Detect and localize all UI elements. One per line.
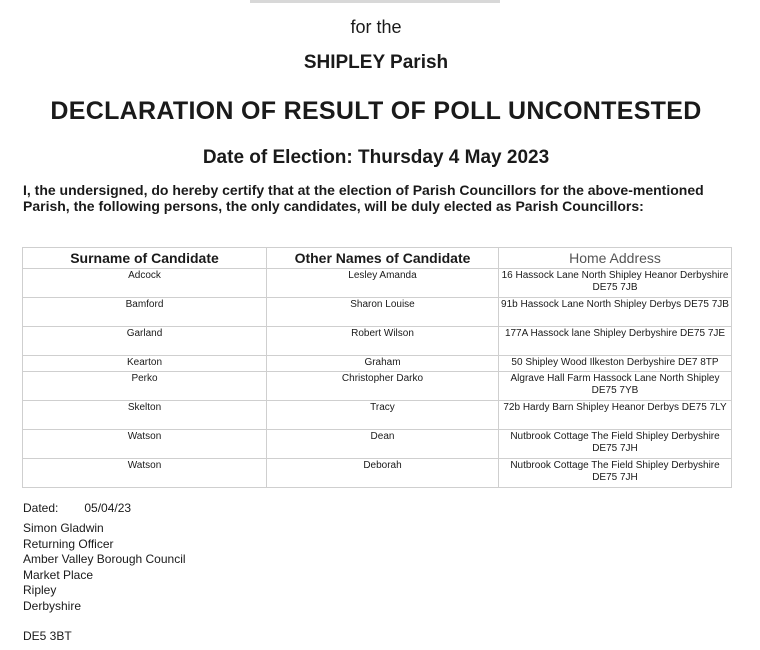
surname-cell: Perko [23, 372, 267, 401]
other-names-cell: Deborah [267, 459, 499, 488]
returning-officer-block [23, 521, 186, 615]
other-names-cell: Tracy [267, 401, 499, 430]
candidates-table [22, 247, 732, 488]
cropped-title-remnant [250, 0, 500, 3]
surname-cell: Bamford [23, 298, 267, 327]
address-cell: Algrave Hall Farm Hassock Lane North Shipley DE75 7YB [499, 372, 732, 401]
dated-line [23, 501, 131, 517]
surname-cell: Watson [23, 430, 267, 459]
surname-header: Surname of Candidate [23, 248, 267, 269]
postcode: DE5 3BT [23, 629, 72, 643]
table-row [23, 327, 732, 356]
parish-name: SHIPLEY Parish [303, 52, 449, 73]
council-name: Amber Valley Borough Council [23, 552, 186, 567]
address-cell: 72b Hardy Barn Shipley Heanor Derbys DE75 7LY [499, 401, 732, 430]
address-line: Derbyshire [23, 598, 82, 613]
table-row [23, 356, 732, 372]
other-names-cell: Christopher Darko [267, 372, 499, 401]
other-names-cell: Lesley Amanda [267, 269, 499, 298]
address-cell: 16 Hassock Lane North Shipley Heanor Derbyshire DE75 7JB [499, 269, 732, 298]
home-address-header: Home Address [499, 248, 732, 269]
table-row [23, 430, 732, 459]
election-date: Date of Election: Thursday 4 May 2023 [202, 147, 550, 168]
address-cell: Nutbrook Cottage The Field Shipley Derbyshire DE75 7JH [499, 430, 732, 459]
other-names-cell: Dean [267, 430, 499, 459]
table-row [23, 372, 732, 401]
other-names-header: Other Names of Candidate [267, 248, 499, 269]
address-cell: 50 Shipley Wood Ilkeston Derbyshire DE7 8TP [499, 356, 732, 372]
surname-cell: Skelton [23, 401, 267, 430]
address-line: Market Place [23, 567, 94, 582]
for-the-text: for the [350, 17, 402, 37]
other-names-cell: Robert Wilson [267, 327, 499, 356]
surname-cell: Adcock [23, 269, 267, 298]
surname-cell: Kearton [23, 356, 267, 372]
other-names-cell: Sharon Louise [267, 298, 499, 327]
surname-cell: Garland [23, 327, 267, 356]
surname-cell: Watson [23, 459, 267, 488]
address-cell: 91b Hassock Lane North Shipley Derbys DE75 7JB [499, 298, 732, 327]
certification-statement: I, the undersigned, do hereby certify that at the election of Parish Councillors for the above-mentioned Parish, the following persons, the only candidates, will be duly elected as Parish Councillors: [23, 182, 704, 214]
other-names-cell: Graham [267, 356, 499, 372]
address-line: Ripley [23, 583, 57, 598]
officer-title: Returning Officer [23, 536, 114, 551]
table-row [23, 269, 732, 298]
address-cell: 177A Hassock lane Shipley Derbyshire DE75 7JE [499, 327, 732, 356]
address-cell: Nutbrook Cottage The Field Shipley Derbyshire DE75 7JH [499, 459, 732, 488]
dated-value: 05/04/23 [84, 501, 132, 515]
officer-name: Simon Gladwin [23, 521, 104, 535]
table-row [23, 401, 732, 430]
table-row [23, 459, 732, 488]
declaration-title: DECLARATION OF RESULT OF POLL UNCONTESTED [50, 97, 702, 125]
table-row [23, 298, 732, 327]
table-header-row [23, 248, 732, 269]
dated-label: Dated: [23, 501, 59, 515]
